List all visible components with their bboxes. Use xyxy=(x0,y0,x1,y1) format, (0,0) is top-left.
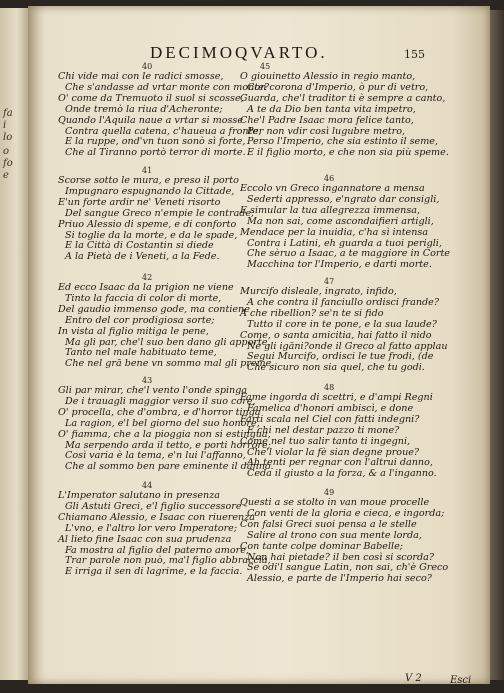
margin-fragment: lo xyxy=(3,132,13,143)
stanza xyxy=(58,481,271,578)
margin-fragment: fa xyxy=(3,108,13,119)
verse-line: Eccolo vn Greco ingannatore a mensa xyxy=(240,183,425,194)
verse-line: Tanto nel male habituato teme, xyxy=(65,347,217,359)
verse-line: E irriga il sen di lagrime, e la faccia. xyxy=(65,566,243,578)
verse-line: Murcifo disleale, ingrato, infido, xyxy=(240,286,397,297)
verse-line: Alessio, e parte de l'Imperio hai seco? xyxy=(247,573,432,585)
stanza-number: 49 xyxy=(324,488,335,497)
verse-line: Che al sommo ben pare eminente il danno. xyxy=(65,461,274,473)
verse-line: Chiamano Alessio, e Isaac con riuerenza xyxy=(58,511,255,523)
verse-line: Sederti appresso, e'ngrato dar consigli, xyxy=(247,193,440,205)
verse-line: Con falsi Greci suoi pensa a le stelle xyxy=(240,518,417,530)
verse-line: Chi vide mai con le radici smosse, xyxy=(58,71,224,82)
stanza-number: 48 xyxy=(324,383,335,392)
margin-fragment: i xyxy=(3,120,7,131)
stanza xyxy=(240,488,449,585)
verse-line: A che ribellion? se'n te si fido xyxy=(240,307,384,319)
verse-line: Guarda, che'l traditor ti è sempre a canto, xyxy=(240,92,446,104)
stanza xyxy=(58,273,275,370)
verse-line: Ne gli igāni?onde il Greco al fatto applau xyxy=(247,340,448,352)
verse-line: Contra quella catena, c'haueua a fronte, xyxy=(65,125,262,137)
verse-line: Così varia è la tema, e'n lui l'affanno, xyxy=(65,450,246,462)
verse-line: E la ruppe, ond'vn tuon sonò sì forte, xyxy=(65,136,246,148)
verse-line: Come, o santa amicitia, hai fatto il nido xyxy=(240,329,432,341)
verse-line: L'vno, e l'altro lor vero Imperatore; xyxy=(65,522,238,534)
verse-line: E simular la tua allegrezza immensa, xyxy=(240,204,421,216)
stanza xyxy=(240,383,440,480)
verse-line: Con tante colpe dominar Babelle; xyxy=(240,540,404,552)
verse-line: O giouinetto Alessio in regio manto, xyxy=(240,71,416,82)
verse-line: Fa mostra al figlio del paterno amore, xyxy=(65,544,249,556)
verse-line: Che sicuro non sia quel, che tu godi. xyxy=(247,362,425,374)
verse-line: E la Città di Costantin si diede xyxy=(65,240,214,252)
verse-line: Scorse sotto le mura, e preso il porto xyxy=(58,175,239,186)
page-stack-edge xyxy=(490,10,504,680)
verse-line: Ma serpendo arda il tetto, e porti horrore; xyxy=(65,439,271,451)
stanza-number: 44 xyxy=(142,481,153,490)
verse-line: Mendace per la inuidia, c'ha sì intensa xyxy=(240,226,429,238)
verse-line: O' fiamma, che a la pioggia non si estingua, xyxy=(58,428,271,440)
verse-line: Macchina tor l'Imperio, e darti morte. xyxy=(247,259,432,271)
page-number: 155 xyxy=(404,48,425,61)
stanza xyxy=(58,166,258,263)
stanza xyxy=(240,277,448,374)
verse-line: Si toglie da la morte, e da le spade, xyxy=(65,229,238,241)
verse-line: Ma gli par, che'l suo ben dano gli apporte, xyxy=(65,336,271,348)
verse-line: Salire al trono con sua mente lorda, xyxy=(247,529,422,541)
stanza xyxy=(240,174,450,271)
margin-fragment: fo xyxy=(3,158,13,169)
previous-page-edge xyxy=(0,8,29,680)
catchword: Esci xyxy=(450,675,472,686)
stanza-number: 42 xyxy=(142,273,153,282)
verse-line: Entro del cor prodigiosa sorte; xyxy=(65,314,215,326)
verse-line: Come nel tuo salir tanto ti ingegni, xyxy=(240,435,411,447)
stanza-number: 46 xyxy=(324,174,335,183)
stanza-number: 47 xyxy=(324,277,335,286)
verse-line: A te da Dio ben tanta vita impetro, xyxy=(247,103,416,115)
signature-mark: V 2 xyxy=(405,673,422,684)
verse-line: O' come da Tremuoto il suol si scosse, xyxy=(58,92,244,104)
stanza-number: 41 xyxy=(142,166,153,175)
verse-line: Del sangue Greco n'empie le contrade; xyxy=(65,207,255,219)
verse-line: E il figlio morto, e che non sia più speme. xyxy=(247,147,449,159)
verse-line: Con venti de la gloria e cieca, e ingorda; xyxy=(247,507,445,519)
verse-line: Che sèruo a Isaac, a te maggiore in Corte xyxy=(247,248,450,260)
margin-fragment: o xyxy=(3,146,10,157)
verse-line: Impugnaro espugnando la Cittade, xyxy=(65,185,235,197)
stanza-number: 40 xyxy=(142,62,153,71)
verse-line: In vista al figlio mitiga le pene, xyxy=(58,325,209,337)
verse-line: Che'l Padre Isaac mora felice tanto, xyxy=(240,114,414,126)
verse-line: A la Pietà de i Veneti, a la Fede. xyxy=(65,251,220,263)
verse-line: Segui Murcifo, ordisci le tue frodi, (de xyxy=(247,351,434,363)
verse-line: Gli Astuti Greci, e'l figlio successore xyxy=(65,500,242,512)
verse-line: Ma non sai, come ascondaifieri artigli, xyxy=(247,215,434,227)
verse-line: De i trauagli maggior verso il suo core, xyxy=(65,395,256,407)
verse-line: E'un forte ardir ne' Veneti risorto xyxy=(58,196,221,208)
verse-line: La ragion, e'l bel giorno del suo honore, xyxy=(65,417,260,429)
verse-line: Ceda il giusto a la forza, & a l'inganno. xyxy=(247,468,437,480)
verse-line: Farti scala nel Ciel con fatti indegni? xyxy=(240,413,420,425)
verse-line: Che al Tiranno portò terror di morte. xyxy=(65,147,246,159)
stanza xyxy=(240,62,449,159)
verse-line: Tutto il core in te pone, e la sua laude? xyxy=(247,318,437,330)
verse-line: Tinto la faccia di color di morte, xyxy=(65,292,222,304)
verse-line: E chi nel destar pazzo ti mone? xyxy=(247,424,400,436)
verse-line: Con corona d'Imperio, ò pur di vetro, xyxy=(247,81,429,93)
verse-line: O' procella, che d'ombra, e d'horror tinga xyxy=(58,406,261,418)
verse-line: Onde tremò la riua d'Acheronte; xyxy=(65,103,223,115)
verse-line: Che nel grā bene vn sommo mal gli preme. xyxy=(65,358,275,370)
verse-line: L'Imperator salutano in presenza xyxy=(58,490,221,501)
verse-line: Questi a se stolto in van moue procelle xyxy=(240,497,430,508)
verse-line: Per non vdir così lugubre metro, xyxy=(247,125,406,137)
verse-line: Priuo Alessio di speme, e di conforto xyxy=(58,218,237,230)
verse-line: Famelica d'honori ambiscì, e done xyxy=(247,402,414,414)
verse-line: Del gaudio immenso gode, ma contiene xyxy=(58,303,250,315)
verse-line: A che contra il fanciullo ordisci frande? xyxy=(247,296,439,308)
verse-line: Contra i Latini, eh guarda a tuoi perigli, xyxy=(247,237,442,249)
stanza-number: 43 xyxy=(142,376,153,385)
verse-line: Ah tenti per regnar con l'altrui danno, xyxy=(247,457,433,469)
verse-line: Fame ingorda di scettri, e d'ampi Regni xyxy=(240,392,433,403)
stanza xyxy=(58,376,274,473)
margin-fragment: e xyxy=(3,170,9,181)
verse-line: Se odi'l sangue Latin, non sai, ch'è Greco xyxy=(247,562,449,574)
verse-line: Non hai pietade? il ben così si scorda? xyxy=(247,551,435,563)
verse-line: Che s'andasse ad vrtar monte con monte? xyxy=(65,81,270,93)
verse-line: Quando l'Aquila naue a vrtar si mosse xyxy=(58,114,243,126)
verse-line: Trar parole non può, ma'l figlio abbraccia, xyxy=(65,555,271,567)
verse-line: Gli par mirar, che'l vento l'onde spinga xyxy=(58,385,248,396)
verse-line: Perso l'Imperio, che sia estinto il seme, xyxy=(247,136,439,148)
stanza-number: 45 xyxy=(260,62,271,71)
verse-line: Che'l violar la fè sian degne proue? xyxy=(247,446,420,458)
verse-line: Ed ecco Isaac da la prigion ne viene xyxy=(58,282,234,293)
running-head: DECIMOQVARTO. xyxy=(150,43,328,62)
verse-line: Al lieto fine Isaac con sua prudenza xyxy=(58,533,232,545)
